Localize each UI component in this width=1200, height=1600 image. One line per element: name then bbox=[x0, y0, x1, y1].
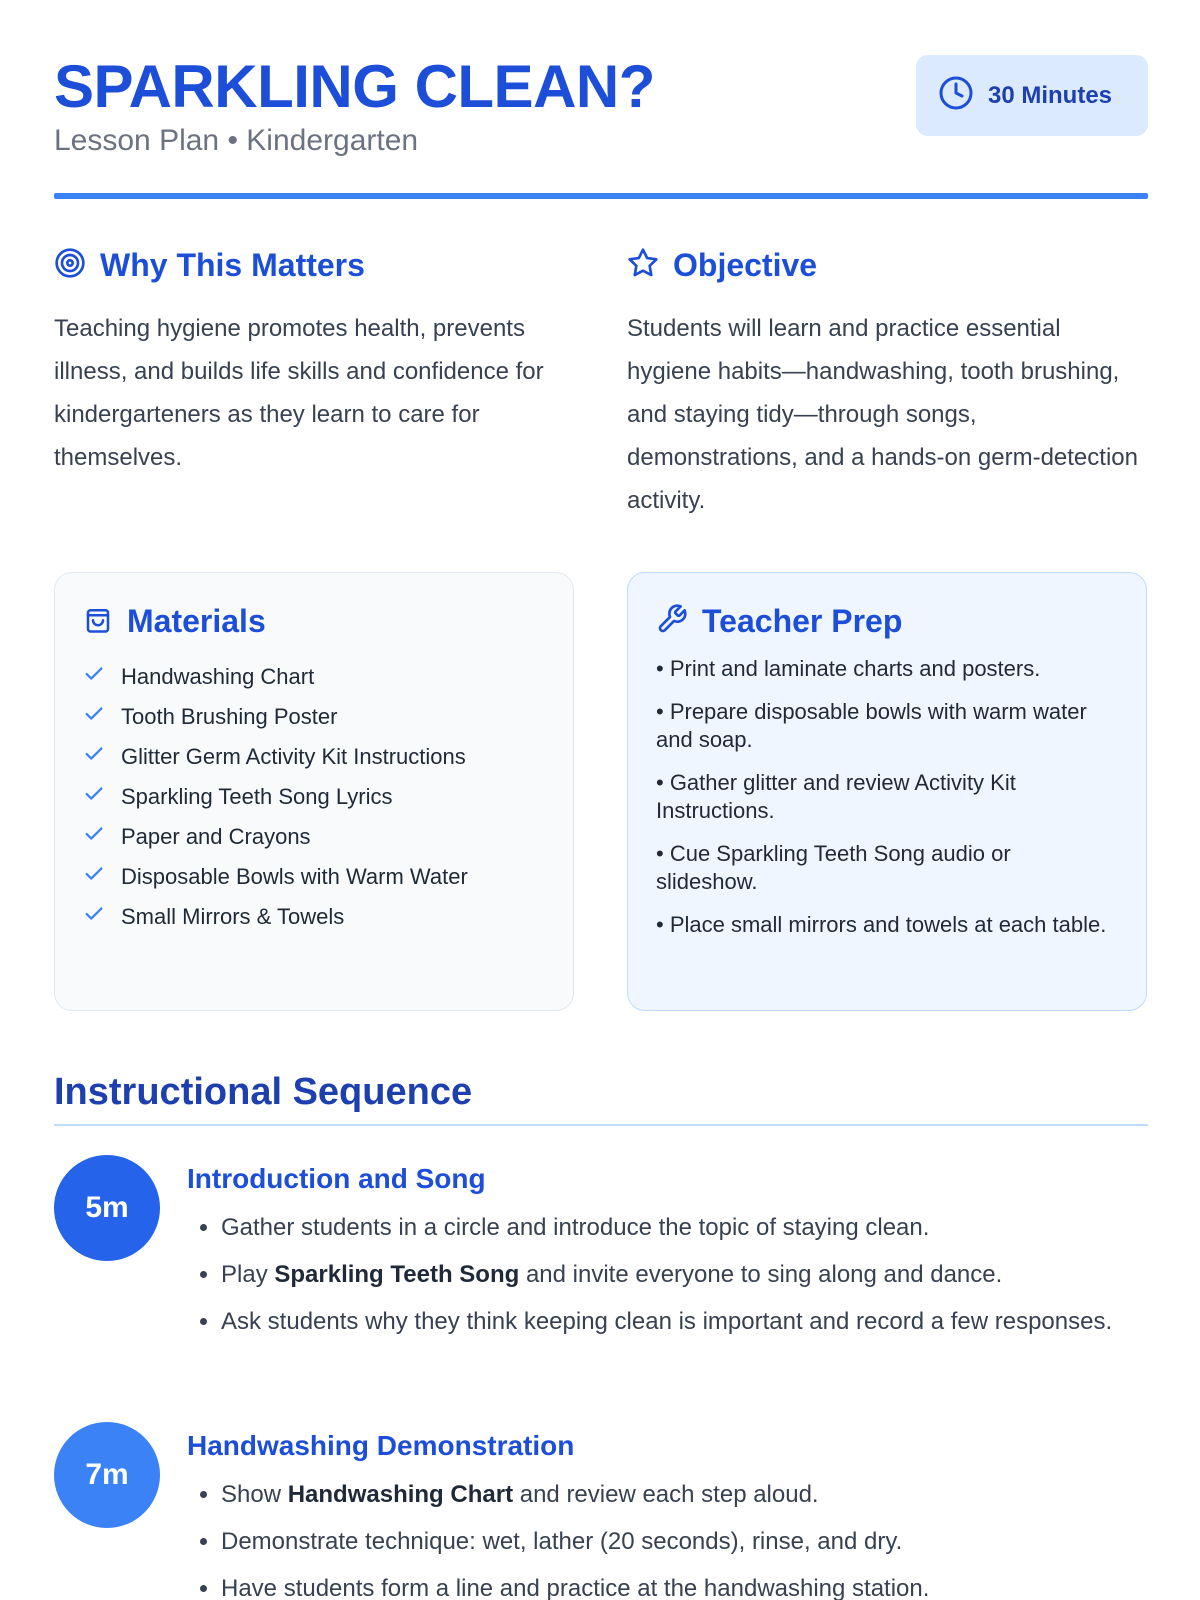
list-item: • Ask students why they think keeping clean is important and record a few responses. bbox=[221, 1301, 1148, 1342]
step-bullets bbox=[187, 1474, 1148, 1600]
list-item: Disposable Bowls with Warm Water bbox=[83, 857, 545, 897]
check-icon bbox=[83, 743, 105, 771]
objective-section bbox=[627, 245, 1147, 522]
why-heading: Why This Matters bbox=[100, 246, 365, 283]
list-item: • Prepare disposable bowls with warm water and soap. bbox=[656, 699, 1087, 752]
duration-badge bbox=[916, 55, 1148, 136]
list-item: Small Mirrors & Towels bbox=[83, 897, 545, 937]
why-text: Teaching hygiene promotes health, prevents illness, and builds life skills and confidence for kindergarteners as they learn to care for themselves. bbox=[54, 315, 544, 471]
materials-heading: Materials bbox=[127, 602, 266, 639]
list-item: • Cue Sparkling Teeth Song audio or slideshow. bbox=[656, 841, 1011, 894]
check-icon bbox=[83, 783, 105, 811]
wrench-icon bbox=[656, 603, 688, 640]
page-subtitle: Lesson Plan • Kindergarten bbox=[54, 124, 419, 157]
step-title: Handwashing Demonstration bbox=[187, 1430, 575, 1461]
list-item: • Print and laminate charts and posters. bbox=[656, 656, 1041, 681]
objective-text: Students will learn and practice essential hygiene habits—handwashing, tooth brushing, and staying tidy—through songs, demonstrations, and a hands-on germ-detection activity. bbox=[627, 315, 1138, 514]
list-item: • Place small mirrors and towels at each table. bbox=[656, 912, 1107, 937]
target-icon bbox=[54, 247, 86, 284]
list-item: • Demonstrate technique: wet, lather (20 seconds), rinse, and dry. bbox=[221, 1521, 1148, 1562]
objective-heading: Objective bbox=[673, 246, 818, 283]
step-time-badge: 7m bbox=[54, 1422, 160, 1528]
list-item: Tooth Brushing Poster bbox=[83, 697, 545, 737]
check-icon bbox=[83, 703, 105, 731]
check-icon bbox=[83, 863, 105, 891]
materials-card bbox=[54, 572, 574, 1011]
star-icon bbox=[627, 247, 659, 284]
list-item: Sparkling Teeth Song Lyrics bbox=[83, 777, 545, 817]
duration-label: 30 Minutes bbox=[988, 81, 1113, 109]
check-icon bbox=[83, 823, 105, 851]
list-item: • Show Handwashing Chart and review each step aloud. bbox=[221, 1474, 1148, 1515]
list-item: Paper and Crayons bbox=[83, 817, 545, 857]
sequence-divider bbox=[54, 1124, 1148, 1126]
list-item: Handwashing Chart bbox=[83, 657, 545, 697]
list-item: Glitter Germ Activity Kit Instructions bbox=[83, 737, 545, 777]
materials-list bbox=[83, 657, 545, 937]
sequence-heading: Instructional Sequence bbox=[54, 1071, 473, 1113]
header-divider bbox=[54, 193, 1148, 199]
header bbox=[54, 55, 1148, 200]
teacher-prep-card bbox=[627, 572, 1147, 1011]
clock-icon bbox=[938, 75, 974, 116]
teacher-prep-list bbox=[656, 655, 1118, 939]
list-item: • Have students form a line and practice at the handwashing station. bbox=[221, 1568, 1148, 1600]
list-item: • Gather students in a circle and introduce the topic of staying clean. bbox=[221, 1207, 1148, 1248]
list-item: • Play Sparkling Teeth Song and invite everyone to sing along and dance. bbox=[221, 1254, 1148, 1295]
teacher-prep-heading: Teacher Prep bbox=[702, 602, 903, 639]
step-bullets bbox=[187, 1207, 1148, 1342]
lesson-plan-page bbox=[54, 0, 1148, 1600]
list-item: • Gather glitter and review Activity Kit Instructions. bbox=[656, 770, 1016, 823]
step-time-badge: 5m bbox=[54, 1155, 160, 1261]
check-icon bbox=[83, 903, 105, 931]
page-title: SPARKLING CLEAN? bbox=[54, 53, 655, 120]
check-icon bbox=[83, 663, 105, 691]
shopping-bag-icon bbox=[83, 604, 113, 639]
why-section bbox=[54, 245, 574, 479]
step-title: Introduction and Song bbox=[187, 1163, 486, 1194]
